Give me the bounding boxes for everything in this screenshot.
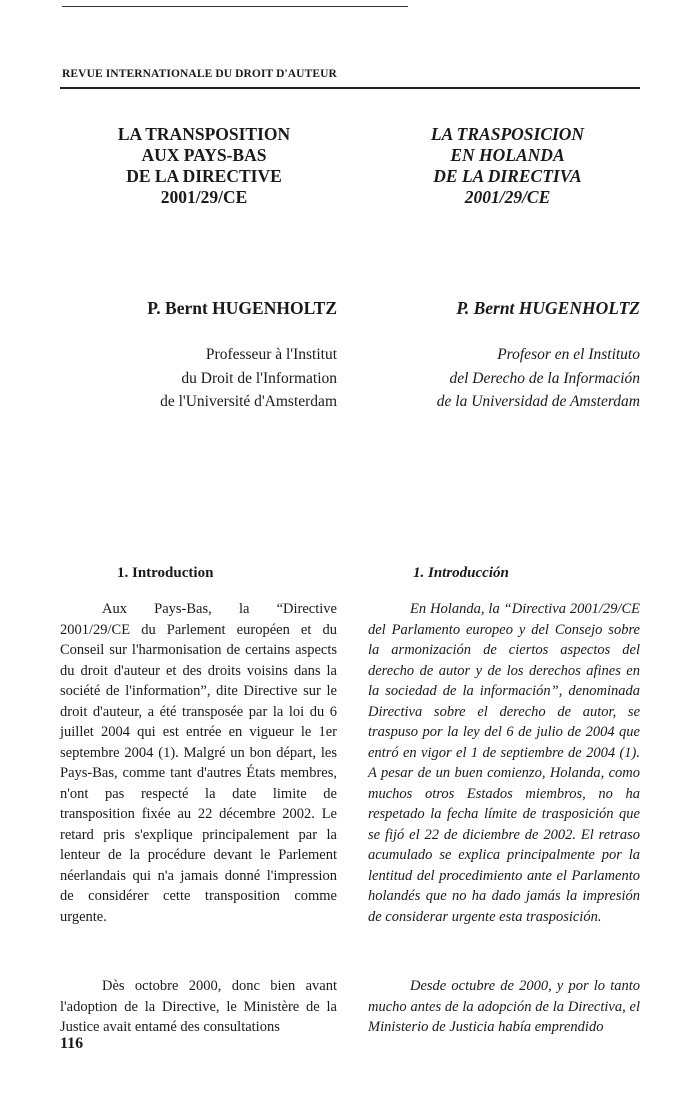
affiliation-spanish: [368, 343, 640, 414]
affiliation-line: de l'Université d'Amsterdam: [160, 393, 337, 410]
header-rule: [60, 87, 640, 89]
affiliation-french: [60, 343, 337, 414]
title-line: 2001/29/CE: [464, 187, 551, 207]
title-line: LA TRASPOSICION: [430, 124, 585, 144]
affiliation-line: Profesor en el Instituto: [497, 346, 640, 363]
title-line: LA TRANSPOSITION: [117, 124, 291, 144]
title-line: AUX PAYS-BAS: [141, 145, 267, 165]
title-line: DE LA DIRECTIVA: [433, 166, 582, 186]
author-spanish: P. Bernt HUGENHOLTZ: [456, 298, 640, 318]
affiliation-line: de la Universidad de Amsterdam: [436, 393, 640, 410]
paragraph-french-2: Dès octobre 2000, donc bien avant l'adoption de la Directive, le Ministère de la Justice avait entamé des consultations: [60, 978, 337, 1035]
affiliation-line: del Derecho de la Información: [449, 369, 640, 387]
title-french: [90, 124, 318, 208]
section-heading-french: 1. Introduction: [117, 565, 214, 581]
title-spanish: [390, 124, 625, 208]
top-rule: [62, 6, 408, 7]
title-line: DE LA DIRECTIVE: [126, 166, 282, 186]
author-french: P. Bernt HUGENHOLTZ: [147, 298, 337, 318]
title-line: 2001/29/CE: [160, 187, 248, 207]
affiliation-line: du Droit de l'Information: [181, 369, 337, 387]
paragraph-spanish-2: Desde octubre de 2000, y por lo tanto mucho antes de la adopción de la Directiva, el Ministerio de Justicia había emprendido: [368, 978, 640, 1035]
page-number: 116: [60, 1035, 84, 1052]
paragraph-spanish-1: En Holanda, la “Directiva 2001/29/CE del Parlamento europeo y del Consejo sobre la armonización de ciertos aspectos del derecho de autor y de los derechos afines en la sociedad de la información”, denominada Directiva sobre el derecho de autor, se traspuso por la ley del 6 de julio de 2004 que entró en vigor el 1 de septiembre de 2004 (1). A pesar de un buen comienzo, Holanda, como muchos otros Estados miembros, no ha respetado la fecha límite de trasposición que se fijó el 22 de diciembre de 2002. El retraso acumulado se explica principalmente por la lentitud del procedimiento ante el Parlamento holandés que no ha dado jamás la impresión de considerar urgente esta trasposición.: [368, 601, 640, 925]
title-line: EN HOLANDA: [450, 145, 565, 165]
section-heading-spanish: 1. Introducción: [413, 565, 509, 581]
affiliation-line: Professeur à l'Institut: [205, 346, 337, 363]
paragraph-french-1: Aux Pays-Bas, la “Directive 2001/29/CE du Parlement européen et du Conseil sur l'harmonisation de certains aspects du droit d'auteur et des droits voisins dans la société de l'information”, dite Directive sur le droit d'auteur, a été transposée par la loi du 6 juillet 2004 qui est entrée en vigueur le 1er septembre 2004 (1). Malgré un bon départ, les Pays-Bas, comme tant d'autres États membres, n'ont pas respecté la date limite de transposition fixée au 22 décembre 2002. Le retard pris s'explique principalement par la lenteur de la procédure devant le Parlement néerlandais qui n'a jamais donné l'impression de considérer cette transposition comme urgente.: [60, 601, 337, 925]
running-header: REVUE INTERNATIONALE DU DROIT D'AUTEUR: [62, 68, 337, 80]
